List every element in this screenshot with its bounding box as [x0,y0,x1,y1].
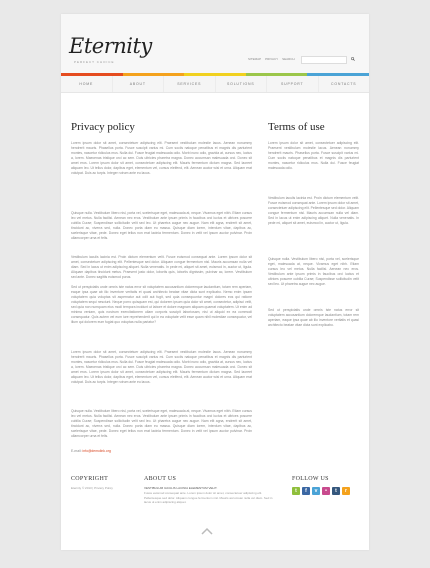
page-container [61,14,369,550]
follow-title: FOLLOW US [292,476,329,482]
tagline: PERFECT CHOICE [74,60,115,64]
terms-paragraph: Vestibulum iaculis lacinia est. Proin dictum elementum velit. Fusce euismod consequat ante. Lorem ipsum dolor sit amet, consectetuer adipiscing elit. Pellentesque sed dolor. Aliquam congue fermentum nisl. Mauris accumsan nulla vel diam. Sed in lacus ut enim adipiscing aliquet. Nulla venenatis. In pede mi, aliquet sit amet, euismod in, auctor ut, ligula. [268,196,359,225]
tumblr-icon[interactable]: t [332,487,340,495]
vimeo-icon[interactable]: v [312,487,320,495]
privacy-paragraph: Lorem ipsum dolor sit amet, consectetuer adipiscing elit. Praesent vestibulum molestie lacus. Aenean nonummy hendrerit mauris. Phasellus porta. Fusce suscipit varius mi. Cum sociis natoque penatibus et magnis dis parturient montes, nascetur ridiculus mus. Nulla dui. Fusce feugiat malesuada odio. Morbi nunc odio, gravida at, cursus nec, luctus a, lorem. Maecenas tristique orci ac sem. Duis ultricies pharetra magna. Donec accumsan malesuada orci. Donec sit amet eros. Lorem ipsum dolor sit amet, consectetuer adipiscing elit. Mauris fermentum dictum magna. Sed laoreet aliquam leo. Ut tellus dolor, dapibus eget, elementum vel, cursus eleifend, elit. Aenean auctor wisi et urna. Aliquam erat volutpat. Duis ac turpis. Integer rutrum ante eu lacus. [71,141,252,175]
privacy-link[interactable]: PRIVACY [265,57,279,61]
copyright-title: COPYRIGHT [71,476,109,482]
back-to-top-icon[interactable] [201,527,213,535]
header [61,14,369,92]
terms-paragraph: Quisque nulla. Vestibulum libero nisl, porta vel, scelerisque eget, malesuada at, neque. Vivamus eget nibh. Etiam cursus leo vel metus. Nulla facilisi. Aenean nec eros. Vestibulum ante ipsum primis in faucibus orci luctus et ultrices posuere cubilia Curae; Suspendisse sollicitudin velit sed leo. Ut pharetra augue nec augue. [268,257,359,286]
facebook-icon[interactable]: f [302,487,310,495]
nav-support[interactable]: SUPPORT [267,76,319,92]
privacy-title: Privacy policy [71,121,135,133]
privacy-paragraph: Quisque nulla. Vestibulum libero nisl, porta vel, scelerisque eget, malesuada at, neque. Vivamus eget nibh. Etiam cursus leo vel metus. Nulla facilisi. Aenean nec eros. Vestibulum ante ipsum primis in faucibus orci luctus et ultrices posuere cubilia Curae; Suspendisse sollicitudin velit sed leo. Ut pharetra augue nec augue. Nam elit agna, endrerit sit amet, tincidunt ac, viverra sed, nulla. Donec porta diam eu massa. Quisque diam lorem, interdum vitae, dapibus ac, scelerisque vitae, pede. Donec eget tellus non erat lacinia fermentum. Donec in velit vel ipsum auctor pulvinar. Proin ullamcorper urna et felis. [71,211,252,240]
privacy-paragraph: Quisque nulla. Vestibulum libero nisl, porta vel, scelerisque eget, malesuada at, neque. Vivamus eget nibh. Etiam cursus leo vel metus. Nulla facilisi. Aenean nec eros. Vestibulum ante ipsum primis in faucibus orci luctus et ultrices posuere cubilia Curae; Suspendisse sollicitudin velit sed leo. Ut pharetra augue nec augue. Nam elit agna, endrerit sit amet, tincidunt ac, viverra sed, nulla. Donec porta diam eu massa. Quisque diam lorem, interdum vitae, dapibus ac, scelerisque vitae, pede. Donec eget tellus non erat lacinia fermentum. Donec in velit vel ipsum auctor pulvinar. Proin ullamcorper urna et felis. [71,409,252,438]
terms-title: Terms of use [268,121,325,133]
email-label: E-mail: [71,449,82,453]
nav-contacts[interactable]: CONTACTS [331,82,357,86]
copyright-text: Eternity © 2013 | Privacy Policy [71,486,113,490]
terms-paragraph: Sed ut perspiciatis unde omnis iste natus error sit voluptatem accusantium doloremque laudantium, totam rem aperiam, eaque ipsa quae ab illo inventore veritatis et quasi architecto beatae vitae dicta sunt explicabo. [268,308,359,327]
nav-solutions[interactable]: SOLUTIONS [216,76,268,92]
rss-icon[interactable]: r [342,487,350,495]
flickr-icon[interactable]: • [322,487,330,495]
email-link[interactable]: info@demolink.org [82,449,111,453]
privacy-paragraph: Lorem ipsum dolor sit amet, consectetuer adipiscing elit. Praesent vestibulum molestie lacus. Aenean nonummy hendrerit mauris. Phasellus porta. Fusce suscipit varius mi. Cum sociis natoque penatibus et magnis dis parturient montes, nascetur ridiculus mus. Nulla dui. Fusce feugiat malesuada odio. Morbi nunc odio, gravida at, cursus nec, luctus a, lorem. Maecenas tristique orci ac sem. Duis ultricies pharetra magna. Donec accumsan malesuada orci. Donec sit amet eros. Lorem ipsum dolor sit amet, consectetuer adipiscing elit. Mauris fermentum dictum magna. Sed laoreet aliquam leo. Ut tellus dolor, dapibus eget, elementum vel, cursus eleifend, elit. Aenean auctor wisi et urna. Aliquam erat volutpat. Duis ac turpis. Integer rutrum ante eu lacus. [71,350,252,384]
top-links [248,57,295,61]
nav-home[interactable]: HOME [61,76,113,92]
search-input[interactable] [301,56,347,64]
nav-services[interactable]: SERVICES [164,76,216,92]
search-icon[interactable] [351,57,355,61]
nav-about[interactable]: ABOUT [113,76,165,92]
social-icons [292,487,350,495]
terms-paragraph: Lorem ipsum dolor sit amet, consectetuer adipiscing elit. Praesent vestibulum molestie lacus. Aenean nonummy hendrerit mauris. Phasellus porta. Fusce suscipit varius mi. Cum sociis natoque penatibus et magnis dis parturient montes, nascetur ridiculus mus. Nulla dui. Fusce feugiat malesuada odio. [268,141,359,170]
main-nav [61,76,369,93]
logo[interactable]: Eternity [69,34,152,58]
email-line [71,449,111,453]
privacy-paragraph: Sed ut perspiciatis unde omnis iste natus error sit voluptatem accusantium doloremque laudantium, totam rem aperiam, eaque ipsa quae ab illo inventore veritatis et quasi architecto beatae vitae dicta sunt explicabo. Nemo enim ipsam voluptatem quia voluptas sit aspernatur aut odit aut fugit, sed quia consequuntur magni dolores eos qui ratione voluptatem sequi nesciunt. Neque porro quisquam est, qui dolorem ipsum quia dolor sit amet, consectetur, adipisci velit, sed quia non numquam eius modi tempora incidunt ut labore et dolore magnam aliquam quaerat voluptatem. Ut enim ad minima veniam, quis nostrum exercitationem ullam corporis suscipit laboriosam, nisi ut aliquid ex ea commodi consequatur. Quis autem vel eum iure reprehenderit qui in ea voluptate velit esse quam nihil molestiae consequatur, vel illum qui dolorem eum fugiat quo voluptas nulla pariatur? [71,285,252,324]
sitemap-link[interactable]: SITEMAP [248,57,262,61]
about-lead: VESTIBULUM IACULIS LACINIA ELEMENTUM VELIT. [144,486,218,490]
about-title: ABOUT US [144,476,177,482]
footer [61,476,369,550]
search-label: SEARCH [282,57,295,61]
about-text: Fusce euismod consequat ante. Lorem ipsum dolor sit amet, consectetuer adipiscing elit. Pellentesque sed dolor. Aliquam congue fermentum nisl. Mauris accumsan nulla vel diam. Sed in lacus ut enim adipiscing aliquet. [144,491,273,504]
twitter-icon[interactable]: t [292,487,300,495]
privacy-paragraph: Vestibulum iaculis lacinia est. Proin dictum elementum velit. Fusce euismod consequat ante. Lorem ipsum dolor sit amet, consectetuer adipiscing elit. Pellentesque sed dolor. Aliquam congue fermentum nisl. Mauris accumsan nulla vel diam. Sed in lacus ut enim adipiscing aliquet. Nulla venenatis. In pede mi, aliquet sit amet, euismod in, auctor ut, ligula. Aliquam dapibus tincidunt metus. Praesent justo dolor, lobortis quis, lobortis dignissim, pulvinar ac, lorem. Vestibulum sed ante. Donec sagittis euismod purus. [71,255,252,279]
